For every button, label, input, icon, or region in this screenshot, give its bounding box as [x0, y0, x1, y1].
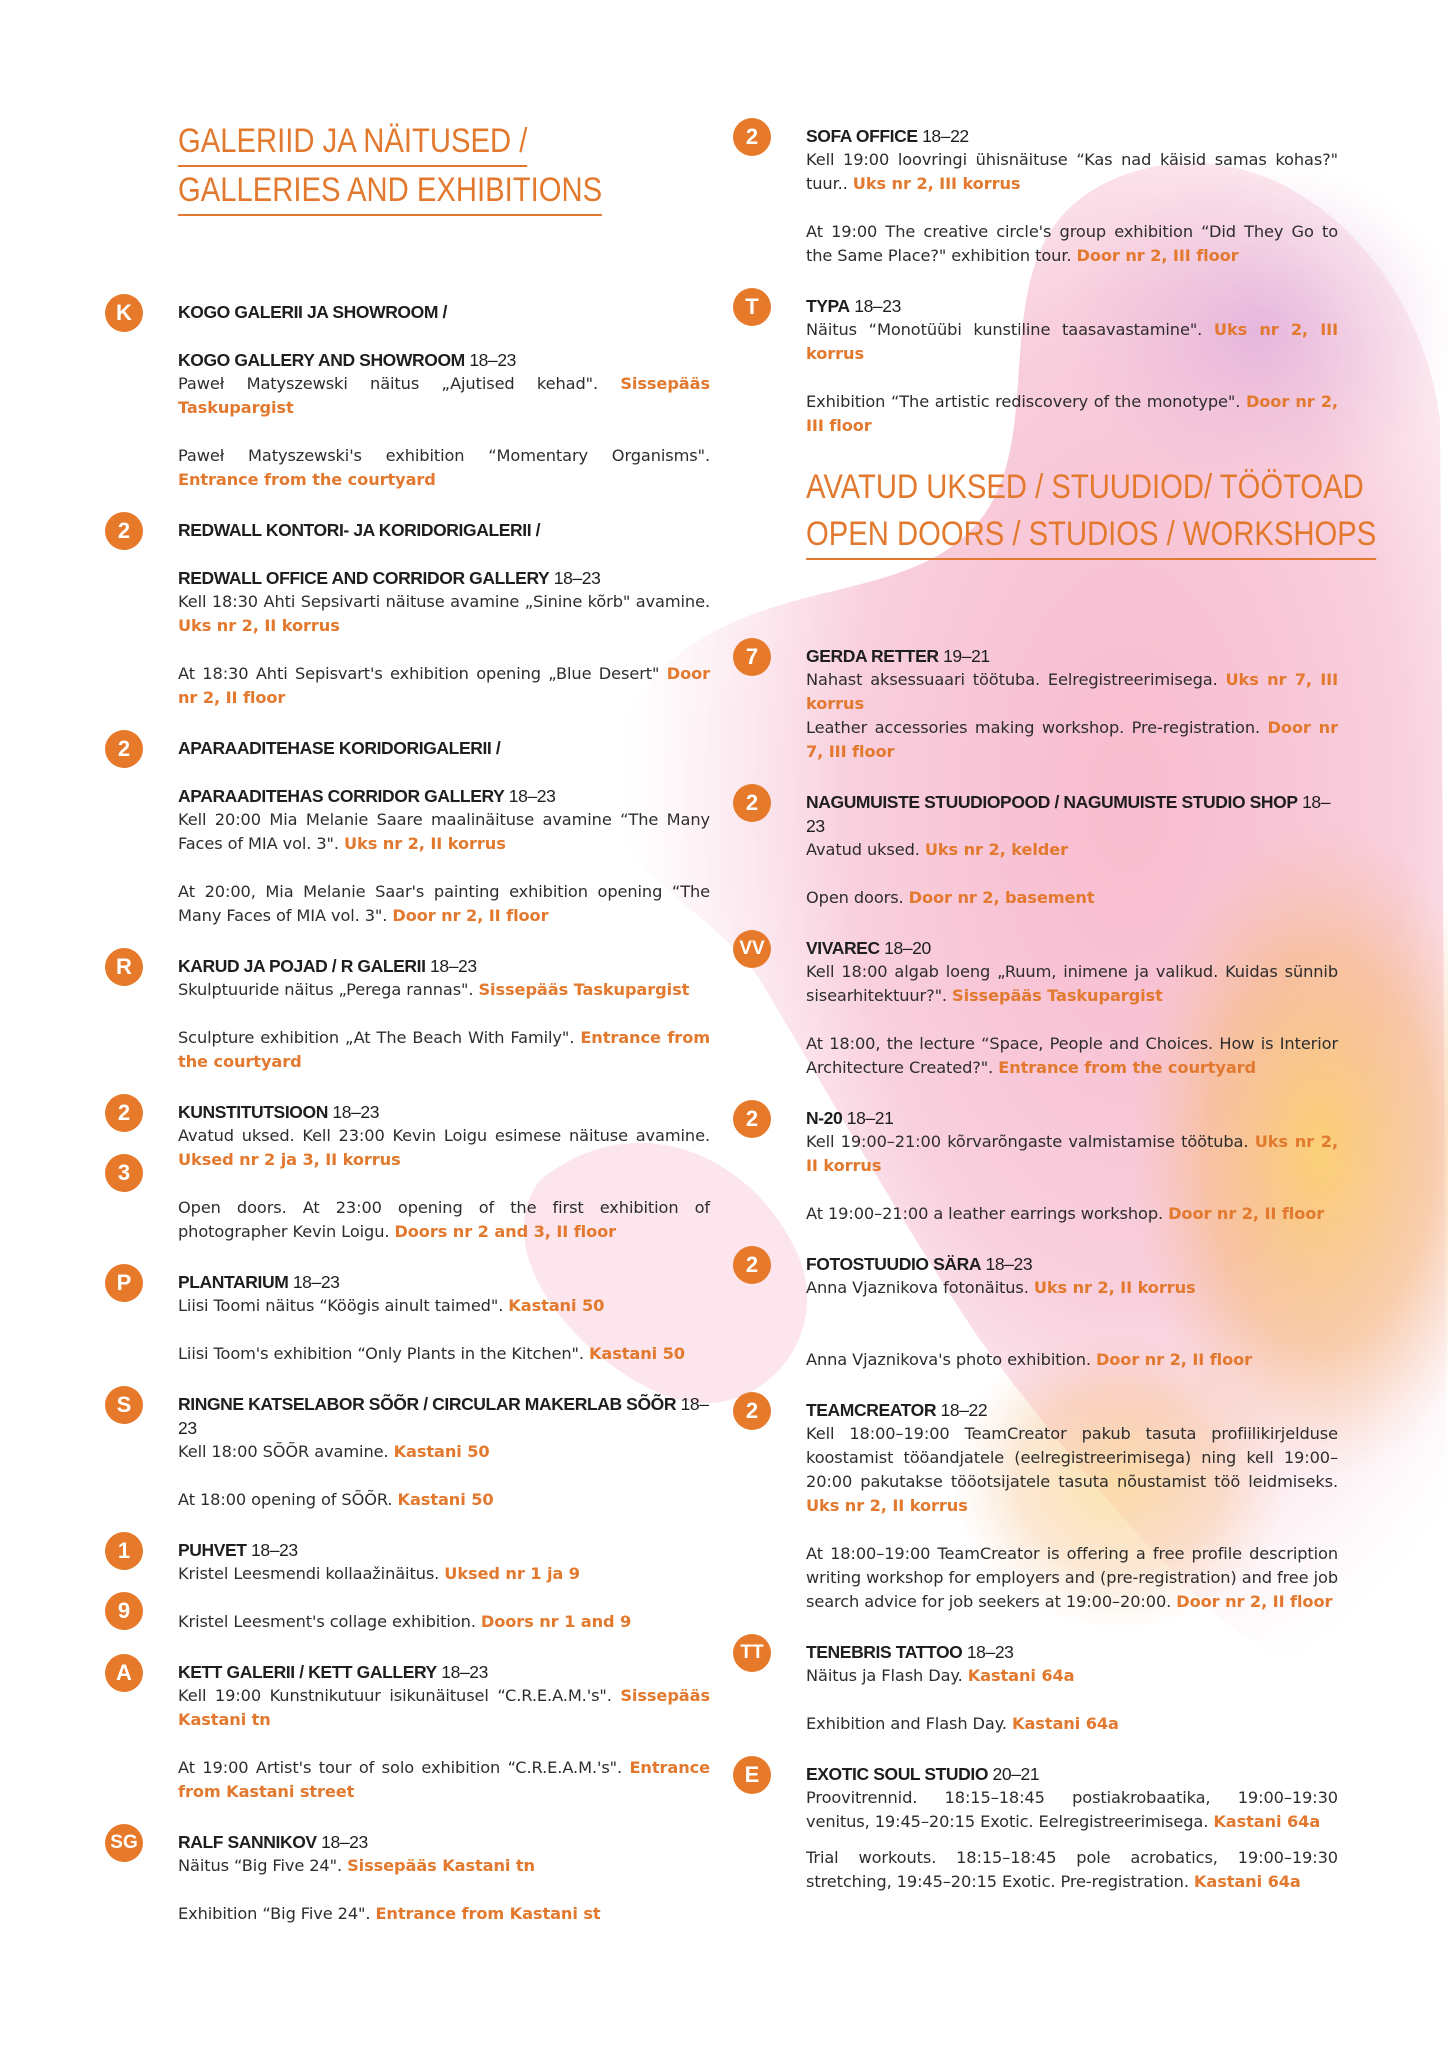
location-text: Kastani 64a — [1213, 1812, 1321, 1831]
venue-entry — [745, 124, 1338, 268]
estonian-description — [806, 148, 1338, 196]
location-text: Kastani 50 — [393, 1442, 490, 1461]
location-text: Kastani 50 — [508, 1296, 605, 1315]
estonian-description — [178, 372, 710, 420]
description-text: Exhibition “The artistic rediscovery of the monotype". — [806, 392, 1246, 411]
estonian-description — [178, 1854, 710, 1878]
location-badge: 2 — [733, 1392, 771, 1430]
venue-name-text: PUHVET — [178, 1540, 247, 1560]
estonian-description — [806, 960, 1338, 1008]
description-text: Paweł Matyszewski näitus „Ajutised kehad". — [178, 374, 621, 393]
description-text: Kell 19:00 Kunstnikutuur isikunäitusel “C.R.E.A.M.'s". — [178, 1686, 621, 1705]
venue-name — [806, 124, 1338, 148]
estonian-description — [806, 1276, 1338, 1300]
opening-hours: 18–23 — [246, 1540, 298, 1560]
description-text: Nahast aksessuaari töötuba. Eelregistreerimisega. — [806, 670, 1226, 689]
estonian-description — [806, 1664, 1338, 1688]
venue-name — [178, 1830, 710, 1854]
location-text: Uksed nr 1 ja 9 — [444, 1564, 580, 1583]
english-description — [178, 880, 710, 928]
description-text: Avatud uksed. Kell 23:00 Kevin Loigu esimese näituse avamine. — [178, 1126, 710, 1145]
opening-hours: 18–21 — [842, 1108, 894, 1128]
location-text: Kastani 50 — [397, 1490, 494, 1509]
description-text: Proovitrennid. 18:15–18:45 postiakrobaatika, 19:00–19:30 venitus, 19:45–20:15 Exotic. Eelregistreerimisega. — [806, 1788, 1338, 1831]
description-text: Anna Vjaznikova's photo exhibition. — [806, 1350, 1096, 1369]
venue-name-text: KOGO GALLERY AND SHOWROOM — [178, 350, 465, 370]
location-badge: 2 — [105, 1094, 143, 1132]
english-description — [806, 390, 1338, 438]
opening-hours: 18–23 — [504, 786, 556, 806]
location-text: Door nr 2, II floor — [178, 664, 710, 707]
description-text: Kell 18:00 SÕÕR avamine. — [178, 1442, 394, 1461]
estonian-description — [806, 318, 1338, 366]
location-text: Door nr 2, III floor — [806, 392, 1338, 435]
venue-name — [806, 1762, 1338, 1786]
location-text: Uks nr 2, II korrus — [806, 1496, 968, 1515]
venue-name-text: TYPA — [806, 296, 850, 316]
venue-name — [178, 954, 710, 978]
location-badge: A — [105, 1654, 143, 1692]
description-text: Skulptuuride näitus „Perega rannas". — [178, 980, 479, 999]
estonian-description — [178, 1440, 710, 1464]
location-text: Kastani 64a — [1012, 1714, 1119, 1733]
venue-name — [178, 1392, 710, 1440]
description-text: Kell 18:00–19:00 TeamCreator pakub tasuta profiilikirjelduse koostamist tööandjatele (eelregistreerimisega) ning kell 19:00–20:00 pakutakse tööotsijatele tasuta nõustamist töö leidmiseks. — [806, 1424, 1338, 1491]
location-badge: 7 — [733, 638, 771, 676]
description-text: Kell 20:00 Mia Melanie Saare maalinäituse avamine “The Many Faces of MIA vol. 3". — [178, 810, 710, 853]
location-text: Sissepääs Kastani tn — [178, 1686, 710, 1729]
description-text: At 20:00, Mia Melanie Saar's painting exhibition opening “The Many Faces of MIA vol. 3". — [178, 882, 710, 925]
venue-name-text: PLANTARIUM — [178, 1272, 289, 1292]
venue-name-text: TENEBRIS TATTOO — [806, 1642, 963, 1662]
estonian-description — [178, 1294, 710, 1318]
venue-name-text: TEAMCREATOR — [806, 1400, 937, 1420]
location-text: Door nr 2, II floor — [1168, 1204, 1325, 1223]
location-text: Sissepääs Kastani tn — [347, 1856, 535, 1875]
location-text: Uks nr 2, II korrus — [806, 1132, 1338, 1175]
description-text: At 18:00 opening of SÕÕR. — [178, 1490, 398, 1509]
english-description — [178, 1610, 710, 1634]
opening-hours: 19–21 — [938, 646, 990, 666]
estonian-description — [806, 668, 1338, 716]
description-text: Liisi Toom's exhibition “Only Plants in the Kitchen". — [178, 1344, 589, 1363]
estonian-description — [178, 1562, 710, 1586]
opening-hours: 18–23 — [436, 1662, 488, 1682]
location-text: Door nr 7, III floor — [806, 718, 1338, 761]
opening-hours: 18–23 — [962, 1642, 1014, 1662]
venue-entry — [110, 1830, 710, 1926]
opening-hours: 18–23 — [327, 1102, 380, 1122]
estonian-description — [806, 838, 1338, 862]
description-text: Sculpture exhibition „At The Beach With Family". — [178, 1028, 581, 1047]
location-text: Entrance from the courtyard — [998, 1058, 1257, 1077]
opening-hours: 18–23 — [849, 296, 901, 316]
opening-hours: 18–23 — [288, 1272, 340, 1292]
estonian-description — [178, 808, 710, 856]
venue-entry — [116, 300, 710, 492]
location-text: Kastani 64a — [1193, 1872, 1301, 1891]
description-text: Anna Vjaznikova fotonäitus. — [806, 1278, 1034, 1297]
venue-name-text: KUNSTITUTSIOON — [178, 1102, 328, 1122]
opening-hours: 18–23 — [806, 792, 1331, 836]
location-badge: P — [105, 1264, 143, 1302]
venue-entry — [117, 1538, 710, 1634]
venue-entry — [745, 1252, 1338, 1372]
location-text: Entrance from the courtyard — [178, 1028, 710, 1071]
venue-name — [806, 1640, 1338, 1664]
description-text: Trial workouts. 18:15–18:45 pole acrobatics, 19:00–19:30 stretching, 19:45–20:15 Exotic. Pre-registration. — [806, 1848, 1338, 1891]
venue-name — [178, 518, 710, 542]
estonian-description — [178, 1124, 710, 1172]
english-description — [178, 662, 710, 710]
description-text: At 18:30 Ahti Sepisvart's exhibition opening „Blue Desert" — [178, 664, 667, 683]
location-text: Kastani 64a — [967, 1666, 1075, 1685]
venue-name-text: KETT GALERII / KETT GALLERY — [178, 1662, 437, 1682]
venue-name — [178, 1538, 710, 1562]
venue-name-english — [178, 566, 710, 590]
venue-entry — [117, 518, 710, 710]
opening-hours: 18–20 — [879, 938, 931, 958]
location-text: Doors nr 2 and 3, II floor — [394, 1222, 617, 1241]
gallery-list-continued — [745, 124, 1338, 438]
description-text: At 19:00–21:00 a leather earrings workshop. — [806, 1204, 1169, 1223]
venue-name-text: RALF SANNIKOV — [178, 1832, 317, 1852]
venue-entry — [745, 644, 1339, 764]
location-badge: E — [733, 1756, 771, 1794]
venue-entry — [739, 936, 1338, 1080]
location-badge: VV — [733, 930, 771, 968]
description-text: Leather accessories making workshop. Pre-registration. — [806, 718, 1268, 737]
location-text: Door nr 2, III floor — [1076, 246, 1239, 265]
location-text: Uks nr 2, III korrus — [852, 174, 1021, 193]
venue-entry — [745, 294, 1338, 438]
location-badge: 1 — [105, 1532, 143, 1570]
venue-name — [178, 300, 710, 324]
opening-hours: 20–21 — [988, 1764, 1040, 1784]
description-text: At 18:00–19:00 TeamCreator is offering a free profile description writing workshop for employers and (pre-registration) and free job search advice for job seekers at 19:00–20:00. — [806, 1544, 1338, 1611]
venue-entry — [116, 954, 710, 1074]
description-text: Näitus “Monotüübi kunstiline taasavastamine". — [806, 320, 1214, 339]
venue-name-english — [178, 348, 710, 372]
venue-name-text: GERDA RETTER — [806, 646, 939, 666]
venue-name-text: NAGUMUISTE STUUDIOPOOD / NAGUMUISTE STUDIO SHOP — [806, 792, 1298, 812]
venue-name-text: REDWALL OFFICE AND CORRIDOR GALLERY — [178, 568, 550, 588]
english-description — [806, 1846, 1338, 1894]
venue-name — [178, 736, 710, 760]
venue-name — [806, 294, 1338, 318]
description-text: Exhibition and Flash Day. — [806, 1714, 1013, 1733]
left-column — [110, 118, 710, 1952]
venue-entry — [116, 1270, 710, 1366]
location-text: Uksed nr 2 ja 3, II korrus — [178, 1150, 401, 1169]
venue-name-english — [178, 784, 710, 808]
venue-name — [806, 1398, 1338, 1422]
location-badge: T — [733, 288, 771, 326]
location-text: Uks nr 7, III korrus — [806, 670, 1339, 713]
location-badge: 2 — [105, 730, 143, 768]
venue-entry — [117, 1100, 710, 1244]
section-title-open-doors — [806, 464, 1377, 560]
description-text: Avatud uksed. — [806, 840, 925, 859]
opening-hours: 18–23 — [425, 956, 477, 976]
section-title-line: OPEN DOORS / STUDIOS / WORKSHOPS — [806, 511, 1376, 560]
venue-name-text: SOFA OFFICE — [806, 126, 918, 146]
description-text: Exhibition “Big Five 24". — [178, 1904, 376, 1923]
venue-name-text: RINGNE KATSELABOR SÕÕR / CIRCULAR MAKERLAB SÕÕR — [178, 1394, 677, 1414]
estonian-description — [178, 978, 710, 1002]
estonian-description — [178, 1684, 710, 1732]
location-badge: TT — [733, 1634, 771, 1672]
gallery-list — [110, 300, 710, 1926]
venue-name — [806, 644, 1338, 668]
english-description — [178, 1026, 710, 1074]
venue-name-text: APARAADITEHASE KORIDORIGALERII / — [178, 738, 501, 758]
estonian-description — [806, 1422, 1338, 1518]
description-text: Kell 19:00 loovringi ühisnäituse “Kas nad käisid samas kohas?" tuur.. — [806, 150, 1338, 193]
location-text: Door nr 2, II floor — [1176, 1592, 1333, 1611]
venue-entry — [116, 1660, 710, 1804]
opening-hours: 18–23 — [316, 1832, 368, 1852]
english-description — [178, 1902, 710, 1926]
location-text: Entrance from the courtyard — [178, 470, 436, 489]
english-description — [178, 444, 710, 492]
location-badge: S — [105, 1386, 143, 1424]
venue-name-text: N-20 — [806, 1108, 843, 1128]
venue-name-text: APARAADITEHAS CORRIDOR GALLERY — [178, 786, 505, 806]
description-text: Kell 19:00–21:00 kõrvarõngaste valmistamise töötuba. — [806, 1132, 1255, 1151]
english-description — [806, 1348, 1338, 1372]
location-text: Kastani 50 — [588, 1344, 685, 1363]
location-badge: K — [105, 294, 143, 332]
location-text: Door nr 2, II floor — [1095, 1350, 1253, 1369]
venue-entry — [745, 1398, 1338, 1614]
venue-name — [178, 1660, 710, 1684]
description-text: Paweł Matyszewski's exhibition “Momentary Organisms". — [178, 446, 710, 465]
venue-name-text: EXOTIC SOUL STUDIO — [806, 1764, 989, 1784]
location-text: Entrance from Kastani st — [375, 1904, 601, 1923]
venue-name-text: KARUD JA POJAD / R GALERII — [178, 956, 426, 976]
description-text: Kristel Leesment's collage exhibition. — [178, 1612, 481, 1631]
english-description — [178, 1196, 710, 1244]
location-text: Sissepääs Taskupargist — [952, 986, 1163, 1005]
location-badge: R — [105, 948, 143, 986]
location-badge: 2 — [733, 784, 771, 822]
location-text: Uks nr 2, II korrus — [178, 616, 340, 635]
english-description — [806, 716, 1338, 764]
location-text: Uks nr 2, kelder — [924, 840, 1069, 859]
description-text: Näitus ja Flash Day. — [806, 1666, 968, 1685]
venue-name — [806, 1252, 1338, 1276]
description-text: Liisi Toomi näitus “Köögis ainult taimed". — [178, 1296, 509, 1315]
venue-name — [806, 790, 1338, 838]
estonian-description — [806, 1130, 1338, 1178]
venue-name — [806, 1106, 1338, 1130]
venue-name — [178, 1100, 710, 1124]
description-text: Näitus “Big Five 24". — [178, 1856, 348, 1875]
location-text: Sissepääs Taskupargist — [178, 374, 710, 417]
english-description — [178, 1756, 710, 1804]
location-text: Uks nr 2, II korrus — [1033, 1278, 1196, 1297]
description-text: Open doors. At 23:00 opening of the first exhibition of photographer Kevin Loigu. — [178, 1198, 710, 1241]
location-text: Door nr 2, basement — [908, 888, 1095, 907]
opening-hours: 18–23 — [981, 1254, 1033, 1274]
location-badge: SG — [105, 1824, 143, 1862]
section-title-line: AVATUD UKSED / STUUDIOD/ TÖÖTOAD — [806, 468, 1364, 506]
description-text: Kell 18:30 Ahti Sepsivarti näituse avamine „Sinine kõrb" avamine. — [178, 592, 710, 611]
english-description — [178, 1488, 710, 1512]
venue-name-text: VIVAREC — [806, 938, 880, 958]
location-badge: 9 — [105, 1592, 143, 1630]
location-text: Entrance from Kastani street — [178, 1758, 710, 1801]
venue-entry — [745, 790, 1338, 910]
location-badge: 3 — [105, 1154, 143, 1192]
english-description — [806, 1542, 1338, 1614]
right-column — [739, 124, 1377, 1920]
description-text: Kell 18:00 algab loeng „Ruum, inimene ja valikud. Kuidas sünnib sisearhitektuur?". — [806, 962, 1338, 1005]
description-text: Open doors. — [806, 888, 909, 907]
venue-name — [178, 1270, 710, 1294]
venue-entry — [116, 1392, 710, 1512]
estonian-description — [806, 1786, 1338, 1834]
location-text: Uks nr 2, II korrus — [344, 834, 506, 853]
location-badge: 2 — [733, 1246, 771, 1284]
location-text: Uks nr 2, III korrus — [806, 320, 1338, 363]
location-badge: 2 — [105, 512, 143, 550]
section-title-line: GALLERIES AND EXHIBITIONS — [178, 167, 602, 216]
venue-name-text: KOGO GALERII JA SHOWROOM / — [178, 302, 447, 322]
section-title-line: GALERIID JA NÄITUSED / — [178, 118, 527, 167]
venue-name-text: FOTOSTUUDIO SÄRA — [806, 1254, 982, 1274]
venue-name — [806, 936, 1338, 960]
estonian-description — [178, 590, 710, 638]
opening-hours: 18–22 — [936, 1400, 988, 1420]
open-doors-list — [739, 644, 1339, 1894]
english-description — [806, 886, 1338, 910]
location-text: Sissepääs Taskupargist — [478, 980, 690, 999]
location-badge: 2 — [733, 118, 771, 156]
english-description — [806, 1712, 1338, 1736]
location-text: Doors nr 1 and 9 — [480, 1612, 632, 1631]
section-title-galleries — [178, 118, 710, 216]
venue-entry — [117, 736, 710, 928]
venue-name-text: REDWALL KONTORI- JA KORIDORIGALERII / — [178, 520, 541, 540]
opening-hours: 18–22 — [917, 126, 969, 146]
description-text: At 19:00 Artist's tour of solo exhibition “C.R.E.A.M.'s". — [178, 1758, 630, 1777]
english-description — [806, 220, 1338, 268]
english-description — [806, 1202, 1338, 1226]
description-text: At 19:00 The creative circle's group exhibition “Did They Go to the Same Place?" exhibition tour. — [806, 222, 1338, 265]
opening-hours: 18–23 — [178, 1394, 709, 1438]
location-text: Door nr 2, II floor — [392, 906, 549, 925]
venue-entry — [740, 1640, 1338, 1736]
opening-hours: 18–23 — [464, 350, 516, 370]
venue-entry — [745, 1106, 1338, 1226]
description-text: At 18:00, the lecture “Space, People and Choices. How is Interior Architecture Created?". — [806, 1034, 1338, 1077]
english-description — [178, 1342, 710, 1366]
location-badge: 2 — [733, 1100, 771, 1138]
english-description — [806, 1032, 1338, 1080]
description-text: Kristel Leesmendi kollaažinäitus. — [178, 1564, 445, 1583]
venue-entry — [744, 1762, 1338, 1894]
opening-hours: 18–23 — [549, 568, 601, 588]
